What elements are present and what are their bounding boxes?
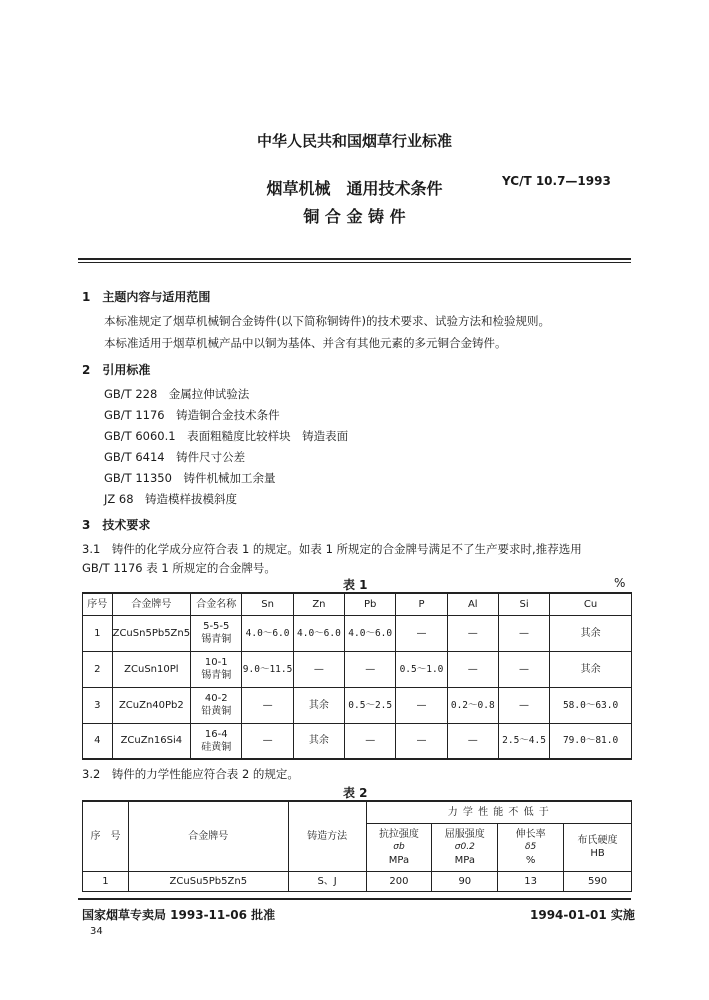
table-row	[83, 723, 632, 759]
table-cell: 79.0～81.0	[550, 723, 632, 759]
table-cell: —	[293, 651, 344, 687]
table-header-cell: 序号	[83, 593, 113, 615]
table-cell: —	[396, 615, 447, 651]
clause-3-2: 3.2 铸件的力学性能应符合表 2 的规定。	[82, 767, 299, 781]
section-3-heading: 3 技术要求	[82, 518, 151, 532]
table-header-cell: 合金名称	[191, 593, 242, 615]
table-row	[83, 871, 632, 891]
table-cell: 13	[498, 871, 564, 891]
property-unit: HB	[590, 848, 605, 859]
table-cell: —	[396, 723, 447, 759]
section-1-para-1: 本标准规定了烟草机械铜合金铸件(以下简称铜铸件)的技术要求、试验方法和检验规则。	[104, 314, 550, 328]
alloy-name: 铅黄铜	[201, 706, 232, 717]
reference-item: GB/T 11350 铸件机械加工余量	[104, 471, 276, 485]
table-header-cell: Pb	[345, 593, 396, 615]
standard-code: YC/T 10.7—1993	[502, 174, 611, 188]
table-cell: —	[498, 651, 549, 687]
property-unit: MPa	[388, 854, 410, 866]
table-cell: 其余	[550, 651, 632, 687]
property-unit: %	[525, 854, 536, 866]
table-cell: 58.0～63.0	[550, 687, 632, 723]
table-header-cell: Si	[498, 593, 549, 615]
implementation-line: 1994-01-01 实施	[530, 908, 635, 922]
document-title: 烟草机械 通用技术条件	[266, 179, 443, 198]
table-header-cell: 合金牌号	[112, 593, 191, 615]
table-header-cell: P	[396, 593, 447, 615]
table-1	[82, 592, 632, 760]
table-header-cell	[366, 823, 432, 871]
property-name: 布氏硬度	[577, 835, 618, 846]
table-cell: ZCuSu5Pb5Zn5	[128, 871, 288, 891]
table-row	[83, 615, 632, 651]
table-header-cell: 合金牌号	[128, 801, 288, 871]
property-name: 屈服强度	[444, 828, 485, 840]
table-cell: 0.2～0.8	[447, 687, 498, 723]
table-cell: —	[345, 723, 396, 759]
table-cell: —	[498, 687, 549, 723]
reference-item: GB/T 1176 铸造铜合金技术条件	[104, 408, 280, 422]
alloy-name: 硅黄铜	[201, 741, 232, 753]
property-name: 抗拉强度	[378, 828, 419, 840]
alloy-name: 锡青铜	[201, 634, 232, 645]
table-header-cell	[498, 823, 564, 871]
table-header-cell	[432, 823, 498, 871]
property-unit: MPa	[454, 854, 475, 866]
section-1-para-2: 本标准适用于烟草机械产品中以铜为基体、并含有其他元素的多元铜合金铸件。	[104, 336, 507, 350]
property-symbol: σb	[393, 841, 405, 852]
table-cell	[191, 615, 242, 651]
clause-3-1-line-1: 3.1 铸件的化学成分应符合表 1 的规定。如表 1 所规定的合金牌号满足不了生产要求时,推荐选用	[82, 542, 582, 556]
table-1-unit: %	[614, 576, 626, 590]
table-header-cell: Cu	[550, 593, 632, 615]
table-header-cell: 力 学 性 能 不 低 于	[366, 801, 631, 823]
header-rule-thin	[78, 262, 631, 263]
clause-3-1-line-2: GB/T 1176 表 1 所规定的合金牌号。	[82, 561, 276, 575]
table-cell: 0.5～2.5	[345, 687, 396, 723]
table-cell: 9.0～11.5	[242, 651, 293, 687]
section-2-heading: 2 引用标准	[82, 363, 151, 377]
table-header-cell: Sn	[242, 593, 293, 615]
header-rule-thick	[78, 258, 631, 260]
table-2-header-row	[83, 801, 632, 823]
section-1-heading: 1 主题内容与适用范围	[82, 290, 211, 304]
footer-rule	[78, 898, 631, 900]
table-cell	[191, 687, 242, 723]
table-header-cell: 序 号	[83, 801, 129, 871]
table-cell: —	[498, 615, 549, 651]
table-header-cell: 铸造方法	[288, 801, 366, 871]
table-cell: 3	[83, 687, 113, 723]
table-cell: 200	[366, 871, 432, 891]
table-cell: —	[242, 687, 293, 723]
table-cell: 90	[432, 871, 498, 891]
table-1-caption: 表 1	[343, 578, 368, 592]
reference-item: GB/T 6414 铸件尺寸公差	[104, 450, 246, 464]
table-cell: 其余	[293, 723, 344, 759]
table-cell: —	[447, 615, 498, 651]
alloy-code: 10-1	[204, 657, 228, 668]
approval-line: 国家烟草专卖局 1993-11-06 批准	[82, 908, 276, 922]
table-cell	[191, 651, 242, 687]
table-2-caption: 表 2	[343, 786, 368, 800]
table-cell: 4.0～6.0	[242, 615, 293, 651]
table-1-header-row	[83, 593, 632, 615]
table-header-cell	[564, 823, 632, 871]
table-2	[82, 800, 632, 892]
table-cell: 4	[83, 723, 113, 759]
issuing-org: 中华人民共和国烟草行业标准	[256, 132, 452, 150]
reference-item: GB/T 6060.1 表面粗糙度比较样块 铸造表面	[104, 429, 349, 443]
table-cell: 4.0～6.0	[345, 615, 396, 651]
table-cell: 其余	[550, 615, 632, 651]
document-subtitle: 铜 合 金 铸 件	[303, 207, 406, 226]
table-cell: 1	[83, 615, 113, 651]
table-row	[83, 651, 632, 687]
table-cell: ZCuSn10Pl	[112, 651, 191, 687]
table-cell	[191, 723, 242, 759]
property-name: 伸长率	[515, 828, 546, 840]
table-cell: ZCuSn5Pb5Zn5	[112, 615, 191, 651]
table-row	[83, 687, 632, 723]
table-cell: 2	[83, 651, 113, 687]
table-cell: —	[345, 651, 396, 687]
alloy-code: 16-4	[204, 728, 228, 740]
table-cell: 其余	[293, 687, 344, 723]
table-header-cell: Al	[447, 593, 498, 615]
table-cell: 4.0～6.0	[293, 615, 344, 651]
table-header-cell: Zn	[293, 593, 344, 615]
alloy-code: 40-2	[204, 693, 228, 704]
table-cell: 1	[83, 871, 129, 891]
table-cell: ZCuZn16Si4	[112, 723, 191, 759]
property-symbol: δ5	[525, 841, 537, 852]
table-cell: —	[447, 723, 498, 759]
table-cell: 590	[564, 871, 632, 891]
table-cell: ZCuZn40Pb2	[112, 687, 191, 723]
table-cell: 0.5～1.0	[396, 651, 447, 687]
table-cell: —	[242, 723, 293, 759]
reference-item: JZ 68 铸造模样拔模斜度	[104, 492, 238, 506]
property-symbol: σ0.2	[454, 841, 475, 852]
alloy-code: 5-5-5	[203, 621, 230, 632]
table-cell: S、J	[288, 871, 366, 891]
page-number: 34	[90, 926, 103, 937]
table-cell: 2.5～4.5	[498, 723, 549, 759]
table-cell: —	[447, 651, 498, 687]
table-cell: —	[396, 687, 447, 723]
alloy-name: 锡青铜	[201, 670, 232, 681]
reference-item: GB/T 228 金属拉伸试验法	[104, 387, 250, 401]
